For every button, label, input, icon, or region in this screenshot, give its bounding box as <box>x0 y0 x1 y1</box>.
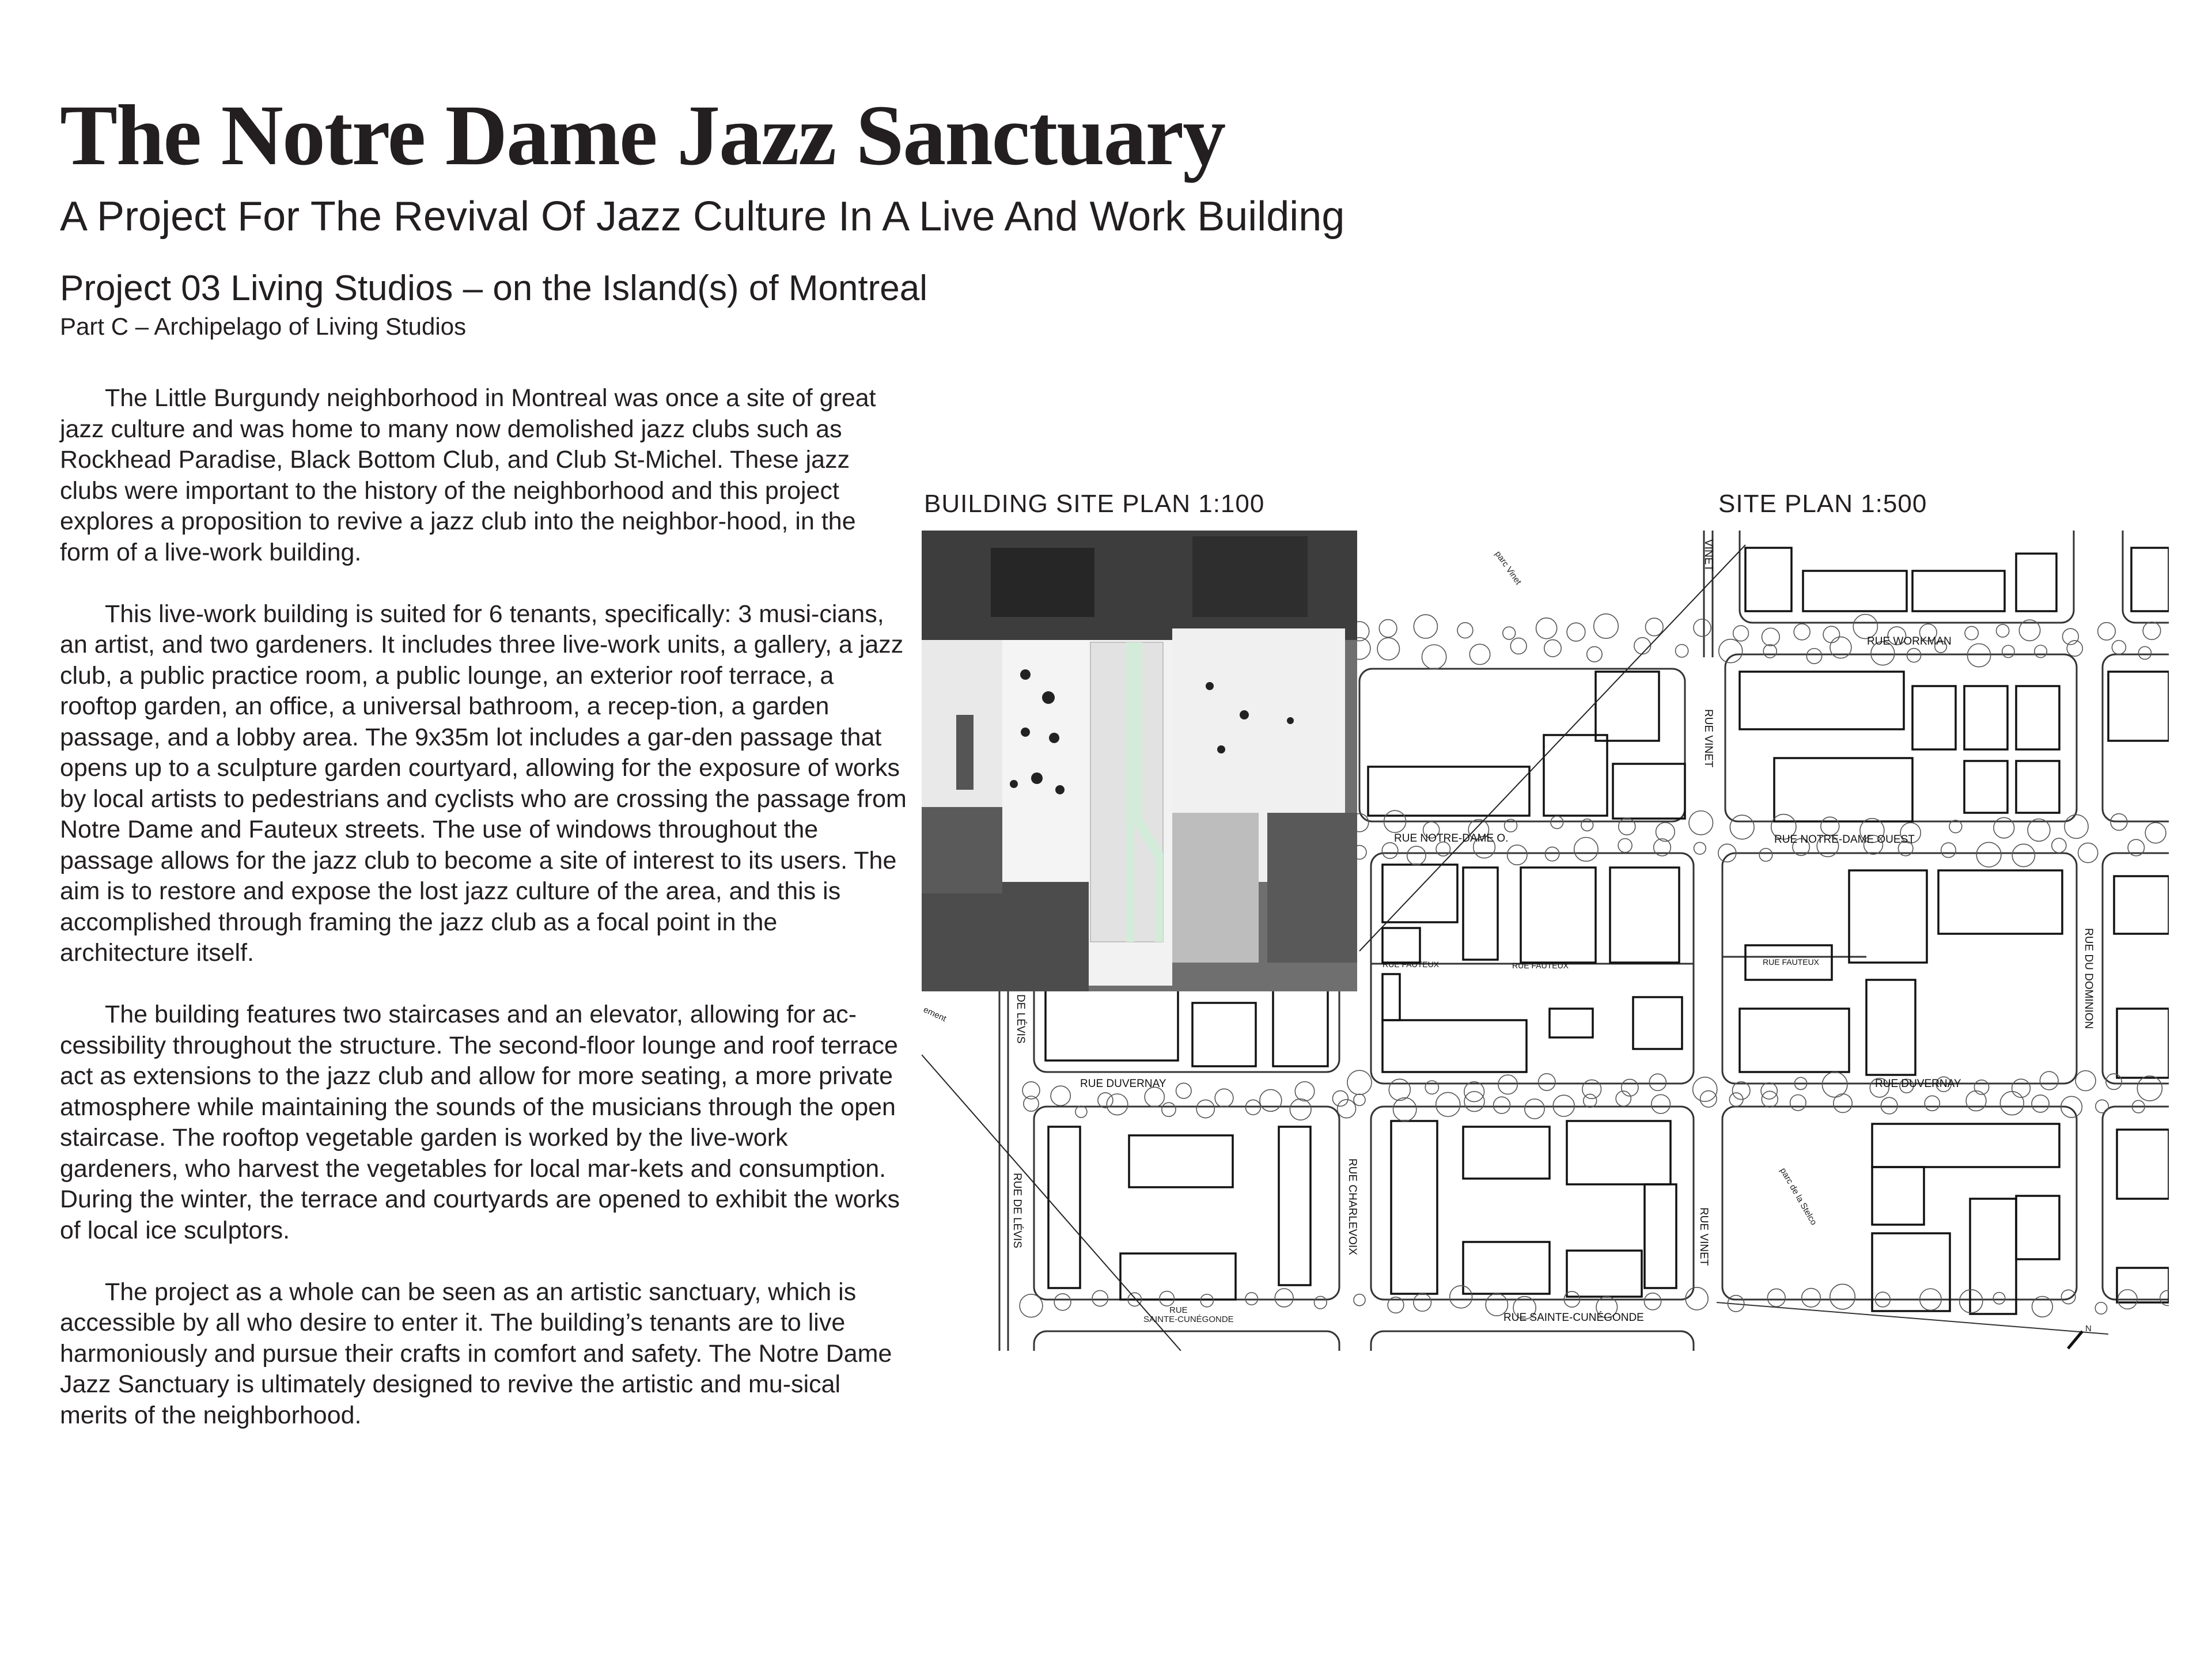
tree-icon <box>1644 1293 1661 1310</box>
tree-icon <box>1422 645 1446 669</box>
tree-icon <box>1275 1289 1293 1307</box>
tree-icon <box>1503 627 1516 639</box>
aerial-photo <box>922 531 1357 991</box>
tree-icon <box>1967 643 1990 666</box>
tree-icon <box>1377 638 1399 660</box>
tree-icon <box>1574 838 1598 861</box>
tree-icon <box>1700 1091 1717 1107</box>
tree-icon <box>1732 1082 1750 1100</box>
tree-icon <box>2096 1100 2108 1112</box>
tree-icon <box>1881 1097 1897 1114</box>
tree-icon <box>1107 1094 1128 1115</box>
tree-icon <box>1834 1094 1852 1112</box>
site-plan-label: SITE PLAN 1:500 <box>1718 490 1927 518</box>
tree-icon <box>1295 1082 1314 1101</box>
tree-icon <box>1354 1294 1365 1306</box>
diagonal-line <box>1359 545 1745 951</box>
tree-icon <box>1414 615 1437 638</box>
paragraph: The project as a whole can be seen as an artistic sanctuary, which is accessible by all who desire to enter it. The building’s tenants are to live harmoniously and pursue their crafts in comfort and safety. The Notre Dame Jazz Sanctuary is ultimately designed to revive the artistic and mu-sical merits of the neighborhood. <box>60 1278 892 1429</box>
tree-icon <box>1830 1284 1855 1309</box>
street-label: DE LÉVIS <box>1014 994 1027 1044</box>
tree-icon <box>1763 645 1777 658</box>
tree-icon <box>1693 1077 1717 1101</box>
tree-icon <box>2000 1092 2024 1115</box>
tree-icon <box>1407 846 1426 865</box>
tree-icon <box>1379 620 1397 638</box>
tree-icon <box>1347 1070 1372 1094</box>
north-arrow-icon <box>2068 1324 2092 1349</box>
tree-icon <box>1821 817 1839 835</box>
tree-icon <box>1544 640 1561 657</box>
park-label: parc de la Stelco <box>1778 1166 1819 1227</box>
tree-icon <box>1162 1103 1176 1116</box>
tree-icon <box>2032 1095 2049 1112</box>
street-label: RUE CHARLEVOIX <box>1346 1158 1358 1255</box>
tree-icon <box>1354 1094 1365 1105</box>
tree-icon <box>1260 1089 1282 1111</box>
tree-icon <box>1314 1296 1327 1309</box>
page-title: The Notre Dame Jazz Sanctuary <box>60 88 1225 183</box>
tree-icon <box>1907 649 1921 662</box>
tree-icon <box>2137 1076 2162 1101</box>
tree-icon <box>1634 638 1651 654</box>
tree-icon <box>1759 849 1772 862</box>
tree-icon <box>2145 823 2166 843</box>
description-text <box>60 383 907 1462</box>
tree-icon <box>1676 645 1688 657</box>
street-label: RUE DE LÉVIS <box>1011 1173 1023 1248</box>
tree-icon <box>2075 1071 2096 1091</box>
tree-icon <box>2002 645 2014 657</box>
tree-icon <box>1806 649 1821 664</box>
tree-icon <box>2095 1302 2107 1314</box>
tree-icon <box>1719 639 1743 663</box>
tree-icon <box>1054 1294 1071 1310</box>
tree-icon <box>1539 1074 1555 1090</box>
park-label: parc Vinet <box>1493 549 1524 587</box>
street-label: RUE FAUTEUX <box>1763 957 1820 967</box>
tree-icon <box>1075 1106 1087 1118</box>
tree-icon <box>1965 626 1978 639</box>
tree-icon <box>1332 1091 1348 1107</box>
tree-icon <box>1656 823 1675 842</box>
tree-icon <box>1730 815 1754 839</box>
tree-icon <box>1966 1091 1986 1111</box>
tree-icon <box>1997 624 2009 637</box>
tree-icon <box>1822 1072 1847 1097</box>
tree-icon <box>1794 624 1810 640</box>
tree-icon <box>1976 842 2001 867</box>
street-label: RUE SAINTE-CUNÉGONDE <box>1503 1312 1644 1324</box>
tree-icon <box>1389 1079 1410 1100</box>
street-label: RUE DU DOMINION <box>2082 928 2094 1029</box>
tree-icon <box>1200 1294 1213 1307</box>
paragraph: The building features two staircases and an elevator, allowing for ac-cessibility throughout the structure. The second-floor lounge and roof terrace act as extensions to the jazz club and allow for more seating, a more private atmosphere while maintaining the sounds of the musicians through the open staircase. The rooftop vegetable garden is worked by the live-work gardeners, who harvest the vegetables for local mar-kets and consumption. During the winter, the terrace and courtyards are opened to exhibit the works of local ice sculptors. <box>60 1001 900 1244</box>
tree-icon <box>1645 618 1663 636</box>
tree-icon <box>1652 1094 1671 1113</box>
tree-icon <box>1551 816 1563 829</box>
tree-icon <box>1594 614 1619 639</box>
tree-icon <box>1536 618 1557 639</box>
tree-icon <box>1098 1093 1113 1108</box>
paragraph: This live-work building is suited for 6 tenants, specifically: 3 musi-cians, an artist, and two gardeners. It includes three live-work units, a gallery, a jazz club, a public practice room, a public lounge, an exterior roof terrace, a rooftop garden, an office, a universal bathroom, a recep-tion, a garden passage, and a lobby area. The 9x35m lot includes a gar-den passage that opens up to a sculpture garden courtyard, allowing for the exposure of works by local artists to pedestrians and cyclists who are crossing the passage from Notre Dame and Fauteux streets. The use of windows throughout the passage allows for the jazz club to become a site of interest to its users. The aim is to restore and expose the lost jazz culture of the area, and this is accomplished through framing the jazz club as a focal point in the architecture itself. <box>60 600 907 967</box>
tree-icon <box>1024 1096 1039 1111</box>
tree-icon <box>1196 1100 1214 1118</box>
street-label: RUE VINET <box>1698 1207 1710 1266</box>
tree-icon <box>1762 628 1780 646</box>
tree-icon <box>1508 845 1527 865</box>
tree-icon <box>1618 839 1632 853</box>
paragraph: The Little Burgundy neighborhood in Montreal was once a site of great jazz culture and was home to many now demolished jazz clubs such as Rockhead Paradise, Black Bottom Club, and Club St-Michel. These jazz clubs were important to the history of the neighborhood and this project explores a proposition to revive a jazz club into the neighbor-hood, in the form of a live-work building. <box>60 384 876 566</box>
tree-icon <box>2061 1290 2075 1304</box>
tree-icon <box>2012 1079 2031 1097</box>
tree-icon <box>1767 1289 1785 1306</box>
tree-icon <box>2035 645 2047 658</box>
street-label: VINET <box>1702 539 1714 571</box>
tree-icon <box>1215 1089 1233 1107</box>
tree-icon <box>1993 1293 2005 1304</box>
tree-icon <box>1436 1092 1460 1116</box>
north-label: N <box>2085 1324 2092 1334</box>
tree-icon <box>1545 847 1559 861</box>
tree-icon <box>1051 1086 1070 1105</box>
street-label: RUE VINET <box>1702 709 1714 768</box>
tree-icon <box>1382 843 1398 859</box>
tree-icon <box>1689 811 1713 835</box>
tree-icon <box>2065 815 2088 838</box>
tree-icon <box>1587 647 1602 662</box>
tree-icon <box>1494 1097 1510 1113</box>
tree-icon <box>1414 1294 1431 1312</box>
tree-icon <box>1802 1289 1820 1307</box>
street-label: RUE FAUTEUX <box>1512 961 1569 970</box>
tree-icon <box>1733 626 1749 641</box>
site-plan-drawing <box>922 531 2169 1351</box>
tree-icon <box>1176 1083 1192 1099</box>
tree-icon <box>1498 1075 1517 1094</box>
tree-icon <box>1567 623 1585 641</box>
tree-icon <box>1622 1080 1638 1096</box>
tree-icon <box>1790 1095 1806 1111</box>
site-plan-map <box>922 531 2169 1351</box>
building-site-plan-label: BUILDING SITE PLAN 1:100 <box>924 490 1265 518</box>
tree-icon <box>2098 623 2116 641</box>
tree-icon <box>2078 843 2098 862</box>
street-label: RUE FAUTEUX <box>1382 960 1440 969</box>
tree-icon <box>1694 619 1711 637</box>
tree-icon <box>1457 623 1473 638</box>
street-label: RUE WORKMAN <box>1867 635 1952 647</box>
tree-icon <box>1469 644 1490 664</box>
tree-icon <box>1823 626 1839 642</box>
street-label: RUE <box>1169 1305 1188 1315</box>
tree-icon <box>1020 1294 1043 1317</box>
tree-icon <box>1941 843 1956 858</box>
part-heading: Part C – Archipelago of Living Studios <box>60 313 467 340</box>
tree-icon <box>2143 622 2161 640</box>
tree-icon <box>2012 844 2035 866</box>
tree-icon <box>1290 1099 1311 1120</box>
page-subtitle: A Project For The Revival Of Jazz Culture In A Live And Work Building <box>60 194 1345 240</box>
tree-icon <box>1525 1099 1544 1119</box>
tree-icon <box>1145 1087 1164 1107</box>
tree-icon <box>1925 1096 1940 1111</box>
street-label: SAINTE-CUNÉGONDE <box>1143 1315 1234 1324</box>
tree-icon <box>1510 638 1527 654</box>
tree-icon <box>2112 641 2126 654</box>
street-label: RUE NOTRE-DAME O. <box>1394 832 1509 844</box>
tree-icon <box>1393 1098 1416 1121</box>
tree-icon <box>1649 1074 1666 1090</box>
tree-icon <box>2138 646 2151 659</box>
tree-icon <box>1584 1094 1597 1107</box>
park-label: ement <box>922 1005 948 1024</box>
tree-icon <box>1450 1286 1472 1308</box>
street-label: RUE NOTRE-DAME OUEST <box>1774 834 1915 846</box>
tree-icon <box>2052 838 2066 853</box>
tree-icon <box>1685 1287 1708 1310</box>
tree-icon <box>2040 1071 2058 1090</box>
tree-icon <box>1694 842 1706 854</box>
street-label: RUE DUVERNAY <box>1875 1078 1961 1090</box>
project-heading: Project 03 Living Studios – on the Island(s) of Montreal <box>60 268 928 308</box>
street-label: RUE DUVERNAY <box>1080 1078 1166 1090</box>
tree-icon <box>1092 1290 1108 1306</box>
